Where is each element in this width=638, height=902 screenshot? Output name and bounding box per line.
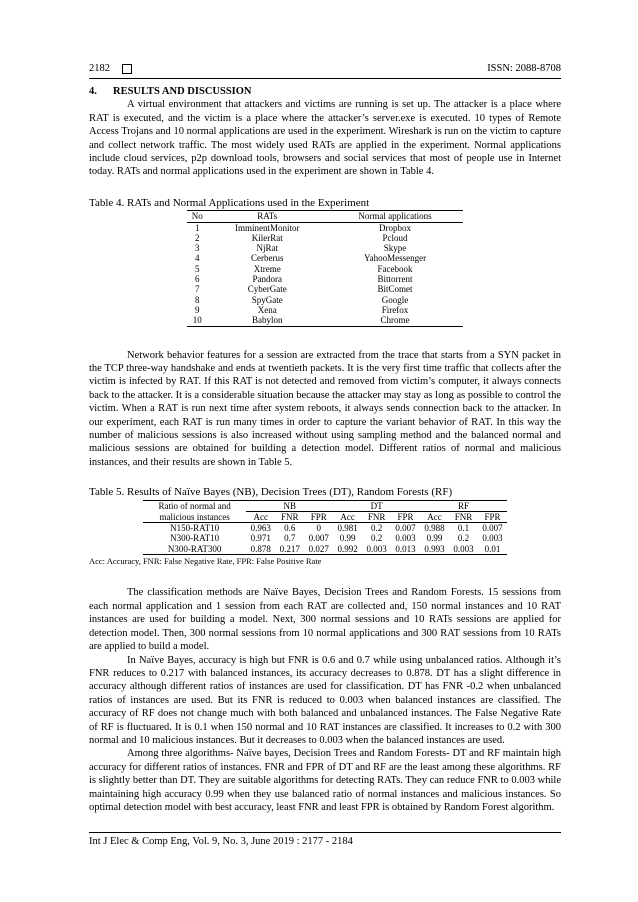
footer-rule — [89, 832, 561, 833]
section-title: RESULTS AND DISCUSSION — [113, 86, 252, 97]
table-cell: 0.7 — [284, 533, 296, 544]
table-row — [187, 284, 463, 294]
table-cell: 0.99 — [339, 533, 356, 544]
paragraph-5: Among three algorithms- Naïve bayes, Decision Trees and Random Forests- DT and RF maintain high accuracy for different ratios of instances. FNR and FPR of DT and RF are the least among these algorithms. RF is slightly better than DT. They are suitable algorithms for detecting RATs. They can reduce FNR to 0.003 while maintaining high accuracy 0.99 when they use balanced ratio of normal instances and malicious instances. So optimal detection model with best accuracy, least FNR and least FPR is obtained by Random Forest algorithm. — [89, 748, 561, 813]
table4-caption: Table 4. RATs and Normal Applications used in the Experiment — [89, 196, 370, 209]
table5-metric: FNR — [362, 511, 391, 522]
table-row — [187, 233, 463, 243]
table-cell: 5 — [194, 263, 200, 274]
table-cell: 10 — [192, 315, 202, 326]
table-cell: 0.1 — [457, 523, 470, 534]
table-row — [143, 523, 507, 534]
table-cell: ImminentMonitor — [235, 222, 300, 233]
table-cell: Babylon — [252, 315, 283, 326]
table-cell: 0.99 — [426, 533, 443, 544]
table-cell: SpyGate — [251, 294, 283, 305]
table-cell: Xena — [257, 304, 277, 315]
paragraph-3: The classification methods are Naïve Bayes, Decision Trees and Random Forests. 15 sessions from each normal application and 1 session from each RAT are collected and, 150 normal instances and 10 RAT instances are used for building a model. Next, 300 normal sessions and 10 RATs sessions are applied for detection model. Then, 300 normal sessions from 10 normal applications and 300 RAT sessions from 10 RATs are applied to build a model. — [89, 587, 561, 653]
table-cell: 0.2 — [370, 523, 383, 534]
table-cell: KilerRat — [251, 232, 283, 243]
table5-metric: Acc — [420, 511, 449, 522]
table5-header-ratio-line2: malicious instances — [143, 511, 246, 522]
table-cell: Facebook — [377, 263, 413, 274]
table-cell: N300-RAT10 — [170, 533, 220, 544]
table4-header-no: No — [187, 211, 207, 222]
table-cell: CyberGate — [247, 284, 287, 295]
footer-citation: Int J Elec & Comp Eng, Vol. 9, No. 3, June 2019 : 2177 - 2184 — [89, 836, 353, 847]
table-cell: 4 — [194, 253, 200, 264]
table-cell: 0.6 — [284, 523, 296, 534]
table-cell: Xtreme — [253, 263, 281, 274]
paragraph-2: Network behavior features for a session are extracted from the trace that starts from a SYN packet in the TCP three-way handshake and ends at twentieth packets. It is the very first time traffic that collects after the victim is infected by RAT. If this RAT is not detected and removed from victim’s computer, it always connects back to the attacker. It is a considerable situation because the attacker may stay as long as possible to control the victim. When a RAT is run next time after system reboots, it always sends connection back to the attacker. In our experiment, each RAT is run many times in order to capture the variant behavior of RAT. In this way the number of malicious sessions is also increased without using sampling method and the balanced normal and malicious sessions are obtained for building a detection model. Different ratios of normal and malicious instances, and their results are shown in Table 5. — [89, 349, 561, 468]
table5-header-ratio-line1: Ratio of normal and — [158, 500, 231, 511]
table-cell: 0.963 — [250, 523, 271, 534]
table-cell: 8 — [194, 294, 200, 305]
table-cell: 0.007 — [395, 523, 416, 534]
table5-group-dt: DT — [333, 500, 420, 511]
table4 — [187, 210, 463, 326]
table-cell: 0.992 — [337, 543, 358, 554]
table-cell: Cerberus — [251, 253, 284, 264]
table-cell: 0.007 — [482, 523, 503, 534]
table-cell: Dropbox — [379, 222, 412, 233]
table-cell: 0.003 — [395, 533, 416, 544]
table-cell: 9 — [194, 304, 200, 315]
table-cell: N300-RAT300 — [167, 543, 222, 554]
square-icon — [122, 64, 132, 74]
table-row — [187, 315, 463, 326]
table-cell: Chrome — [380, 315, 410, 326]
table-row — [187, 222, 463, 233]
table-cell: 0 — [316, 523, 321, 534]
table-row — [187, 274, 463, 284]
table-cell: BitComet — [377, 284, 413, 295]
table-cell: Skype — [383, 243, 407, 254]
table-cell: 0.027 — [308, 543, 329, 554]
table-cell: 0.217 — [279, 543, 300, 554]
table-cell: 0.2 — [457, 533, 470, 544]
table-cell: N150-RAT10 — [170, 523, 220, 534]
table-row — [187, 264, 463, 274]
table-cell: 0.003 — [482, 533, 503, 544]
table-cell: 0.2 — [370, 533, 383, 544]
table4-header-normal: Normal applications — [327, 211, 463, 222]
table4-header-rats: RATs — [207, 211, 327, 222]
table5 — [143, 500, 507, 555]
table-cell: Google — [381, 294, 409, 305]
table-cell: 0.003 — [453, 543, 474, 554]
table-cell: 0.971 — [250, 533, 271, 544]
table-cell: 0.007 — [308, 533, 329, 544]
table5-metric: FNR — [275, 511, 304, 522]
table5-metric: Acc — [246, 511, 275, 522]
page-number: 2182 — [89, 63, 110, 74]
table-cell: Pcloud — [382, 232, 408, 243]
header-rule — [89, 78, 561, 79]
table-cell: 6 — [194, 274, 200, 285]
table-cell: 0.01 — [484, 543, 501, 554]
table-row — [187, 295, 463, 305]
section-number: 4. — [89, 86, 97, 97]
table-cell: 0.988 — [424, 523, 445, 534]
table-cell: 0.878 — [250, 543, 271, 554]
table5-caption: Table 5. Results of Naïve Bayes (NB), Decision Trees (DT), Random Forests (RF) — [89, 486, 453, 499]
main-content — [89, 85, 561, 814]
table5-metric: FPR — [478, 511, 507, 522]
table5-metric: FNR — [449, 511, 478, 522]
section-heading — [89, 85, 561, 98]
table5-note: Acc: Accuracy, FNR: False Negative Rate, FPR: False Positive Rate — [89, 556, 322, 567]
table-row — [143, 533, 507, 543]
table-cell: 0.013 — [395, 543, 416, 554]
table-cell: 3 — [194, 243, 200, 254]
table-cell: 7 — [194, 284, 200, 295]
table5-group-nb: NB — [246, 500, 333, 511]
table-cell: 1 — [194, 222, 200, 233]
table-row — [187, 243, 463, 253]
table-cell: 2 — [194, 232, 200, 243]
table5-metric: FPR — [391, 511, 420, 522]
table-cell: 0.003 — [366, 543, 387, 554]
table-cell: Firefox — [381, 304, 409, 315]
table-cell: YahooMessenger — [364, 253, 427, 264]
table-cell: Bittorrent — [377, 274, 413, 285]
table5-group-rf: RF — [420, 500, 507, 511]
table-row — [187, 305, 463, 315]
table5-metric: Acc — [333, 511, 362, 522]
table-cell: 0.993 — [424, 543, 445, 554]
table-cell: 0.981 — [337, 523, 358, 534]
table-row — [143, 544, 507, 555]
page-header — [89, 63, 561, 77]
table-cell: NjRat — [256, 243, 278, 254]
issn: ISSN: 2088-8708 — [487, 63, 561, 74]
table5-metric: FPR — [304, 511, 333, 522]
table-cell: Pandora — [252, 274, 282, 285]
paragraph-1: A virtual environment that attackers and victims are running is set up. The attacker is a place where RAT is executed, and the victim is a place where the attacker’s server.exe is executed. 10 types of Remote Access Trojans and 10 normal applications are used in the experiment. Wireshark is run on the victim to capture and collect network traffic. The most widely used RATs are applied in the experiment. Normal applications include cloud services, p2p download tools, browsers and social services that most of people use in Internet today. RATs and normal applications used in the experiment are shown in Table 4. — [89, 99, 561, 178]
table-row — [187, 253, 463, 263]
paragraph-4: In Naïve Bayes, accuracy is high but FNR is 0.6 and 0.7 while using unbalanced ratios. Although it’s FNR reduces to 0.217 with balanced instances, its accuracy decreases to 0.878. DT has a slight difference in accuracy although different ratios of instances are used for classification. DT has FNR -0.2 when unbalanced ratios of instances are used. But its FNR is reduced to 0.003 when balanced instances are classified. The accuracy of RF does not change much with both balanced and unbalanced instances. The False Negative Rate of RF is fluctuared. It is 0.1 when 150 normal and 10 RAT instances are classified. It increases to 0.2 with 300 normal and 10 malicious instances. But it decreases to 0.003 when the balanced instances are used. — [89, 654, 561, 746]
